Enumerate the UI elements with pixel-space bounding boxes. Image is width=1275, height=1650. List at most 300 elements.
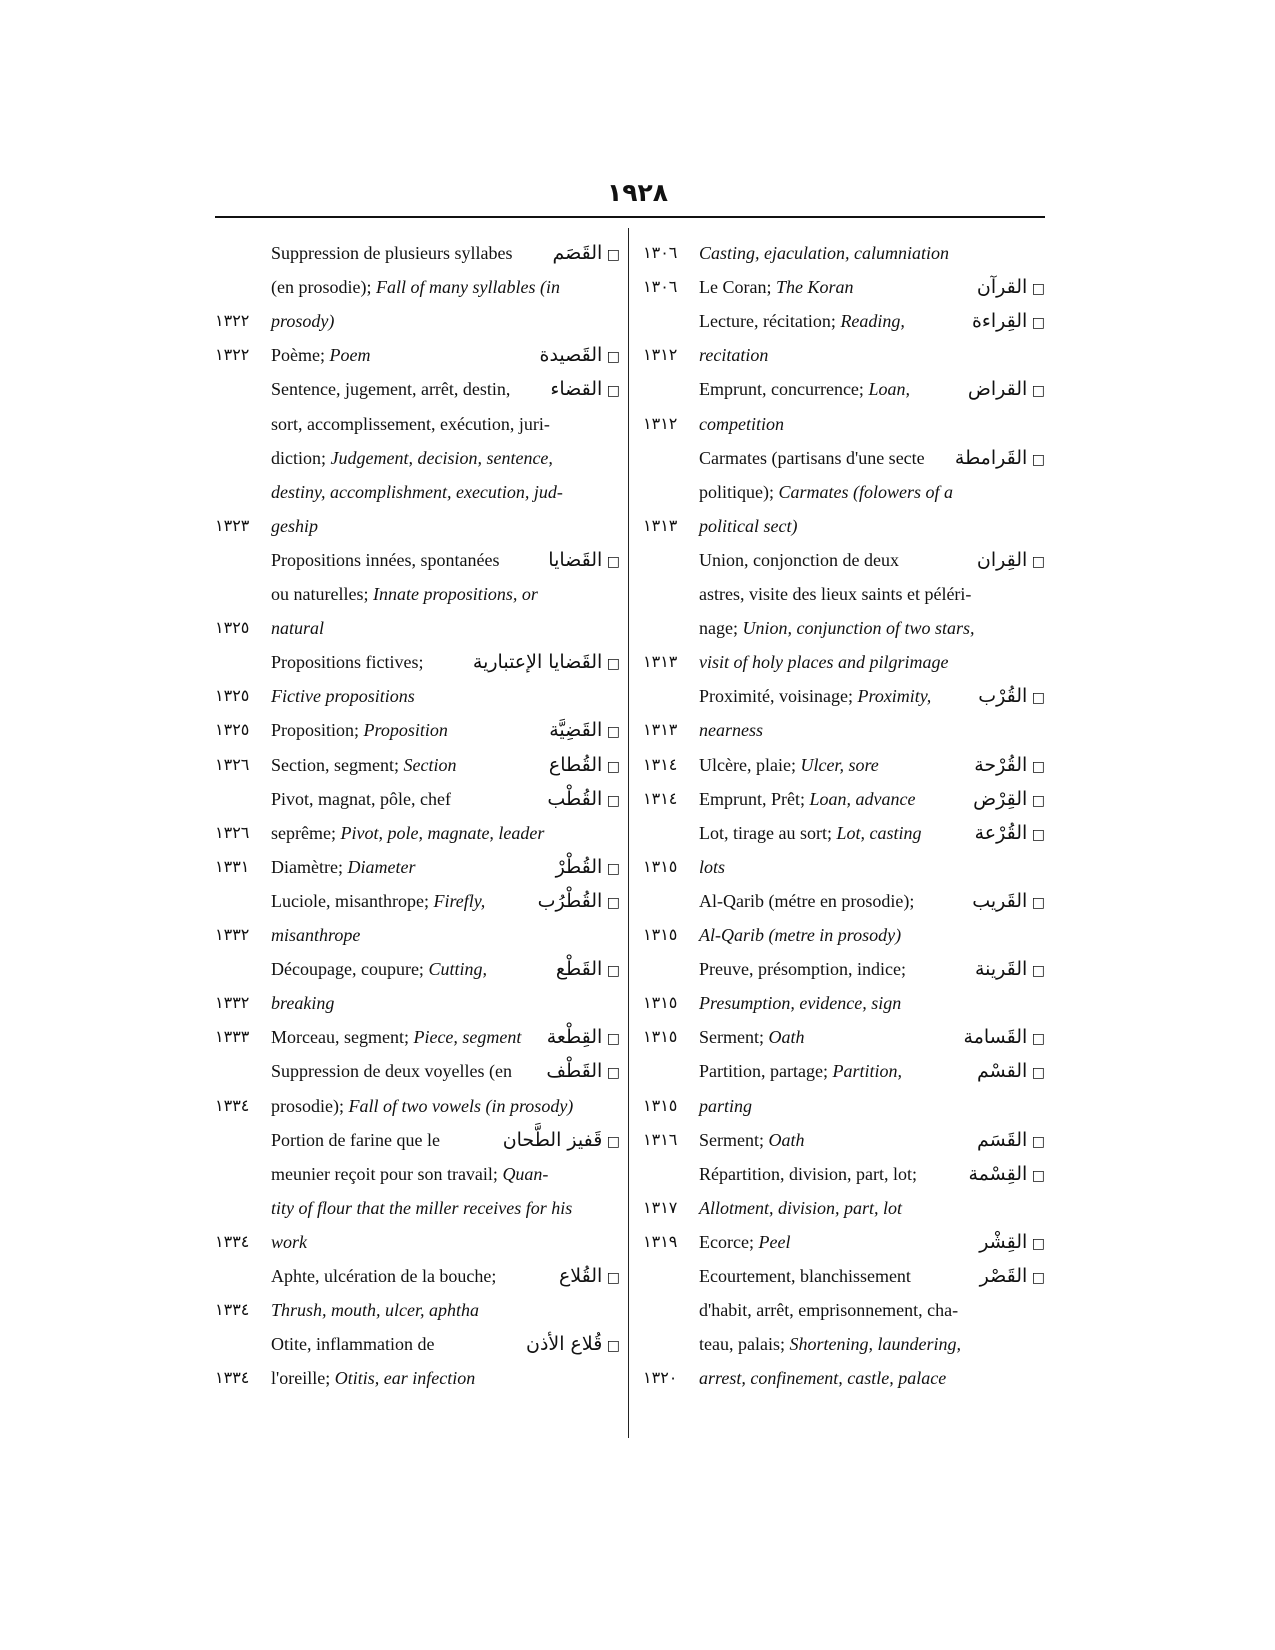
reference-number: ١٣١٥ bbox=[643, 856, 678, 876]
headword-text: القَسامة bbox=[963, 1026, 1028, 1049]
definition-text bbox=[699, 508, 797, 544]
french-definition: Suppression de deux voyelles (en bbox=[271, 1061, 512, 1082]
headword-text: القِراءة bbox=[971, 310, 1028, 333]
english-definition: arrest, confinement, castle, palace bbox=[699, 1368, 947, 1389]
french-definition: Luciole, misanthrope; bbox=[271, 890, 434, 911]
english-definition: recitation bbox=[699, 345, 769, 366]
entry-line bbox=[643, 508, 1045, 544]
arabic-headword bbox=[977, 1122, 1045, 1160]
arabic-headword bbox=[549, 712, 620, 750]
definition-text bbox=[271, 474, 563, 510]
arabic-headword bbox=[546, 1053, 620, 1091]
arabic-headword bbox=[526, 1326, 620, 1364]
french-definition: politique); bbox=[699, 481, 779, 502]
top-rule bbox=[215, 216, 1045, 218]
reference-number: ١٣٢٠ bbox=[643, 1368, 678, 1388]
english-definition: Allotment, division, part, lot bbox=[699, 1197, 902, 1218]
english-definition: Partition, bbox=[832, 1061, 902, 1082]
arabic-headword bbox=[978, 678, 1045, 716]
entry-line bbox=[643, 1326, 1045, 1362]
definition-text bbox=[271, 1053, 512, 1089]
square-bullet-icon: □ bbox=[602, 1270, 620, 1286]
english-definition: Loan, bbox=[868, 379, 910, 400]
definition-text bbox=[271, 883, 485, 919]
reference-number: ١٣١٥ bbox=[643, 925, 678, 944]
reference-number: ١٣٢٢ bbox=[215, 311, 250, 331]
english-definition: Innate propositions, or bbox=[372, 584, 538, 604]
arabic-headword bbox=[955, 440, 1045, 478]
arabic-headword bbox=[977, 542, 1045, 580]
definition-text bbox=[699, 337, 768, 373]
square-bullet-icon: □ bbox=[602, 963, 620, 980]
english-definition: Piece, segment bbox=[413, 1027, 522, 1048]
arabic-headword bbox=[969, 1156, 1046, 1194]
entry-line bbox=[215, 678, 620, 714]
reference-number: ١٣١٣ bbox=[643, 720, 678, 740]
french-definition: d'habit, arrêt, emprisonnement, cha- bbox=[699, 1300, 959, 1321]
entry-line bbox=[643, 610, 1045, 646]
definition-text bbox=[271, 1088, 573, 1124]
entry-line bbox=[643, 1360, 1045, 1396]
headword-text: القُطْب bbox=[547, 787, 603, 810]
square-bullet-icon: □ bbox=[1027, 315, 1045, 332]
square-bullet-icon: □ bbox=[1027, 553, 1045, 570]
definition-text bbox=[271, 917, 360, 953]
entry-line bbox=[215, 1088, 620, 1124]
square-bullet-icon: □ bbox=[602, 656, 620, 673]
french-definition: diction; bbox=[271, 447, 331, 468]
english-definition: Shortening, laundering, bbox=[789, 1334, 961, 1355]
reference-number: ١٣٠٦ bbox=[643, 243, 678, 262]
entry-line bbox=[215, 985, 620, 1021]
definition-text bbox=[271, 576, 538, 612]
headword-text: القَصْر bbox=[979, 1265, 1028, 1287]
arabic-headword bbox=[556, 951, 620, 989]
definition-text bbox=[699, 1224, 790, 1260]
definition-text bbox=[271, 781, 451, 817]
entry-line bbox=[643, 576, 1045, 612]
headword-text: القَريب bbox=[972, 889, 1028, 912]
reference-number: ١٣١٧ bbox=[643, 1197, 678, 1217]
arabic-headword bbox=[977, 1053, 1045, 1091]
entry-line bbox=[215, 1258, 620, 1294]
definition-text bbox=[271, 406, 550, 442]
square-bullet-icon: □ bbox=[602, 894, 620, 911]
entry-line bbox=[215, 1156, 620, 1192]
square-bullet-icon: □ bbox=[602, 758, 620, 775]
arabic-headword bbox=[980, 1258, 1045, 1296]
definition-text bbox=[271, 849, 415, 885]
square-bullet-icon: □ bbox=[1027, 1031, 1045, 1048]
arabic-headword bbox=[550, 371, 620, 409]
reference-number: ١٣٣٤ bbox=[215, 1095, 250, 1115]
entry-line bbox=[643, 542, 1045, 578]
reference-number: ١٣٣٢ bbox=[215, 925, 250, 944]
french-definition: Ecorce; bbox=[699, 1231, 759, 1252]
entry-line bbox=[643, 1224, 1045, 1260]
definition-text bbox=[271, 1258, 496, 1294]
english-definition: Diameter bbox=[347, 856, 416, 877]
english-definition: Casting, ejaculation, calumniation bbox=[699, 243, 949, 263]
arabic-headword bbox=[973, 781, 1045, 819]
arabic-headword bbox=[559, 1258, 620, 1296]
reference-number: ١٣٠٦ bbox=[643, 277, 678, 297]
arabic-headword bbox=[972, 303, 1045, 341]
english-definition: Fall of two vowels (in prosody) bbox=[348, 1095, 574, 1116]
entry-line bbox=[215, 235, 620, 271]
entry-line bbox=[215, 542, 620, 578]
reference-number: ١٣٣٤ bbox=[215, 1368, 250, 1388]
french-definition: Proximité, voisinage; bbox=[699, 686, 858, 707]
definition-text bbox=[271, 337, 370, 373]
square-bullet-icon: □ bbox=[602, 860, 620, 877]
english-definition: work bbox=[271, 1231, 307, 1252]
definition-text bbox=[271, 1292, 479, 1328]
entry-line bbox=[215, 371, 620, 407]
entry-line bbox=[643, 1156, 1045, 1192]
arabic-headword bbox=[503, 1122, 620, 1160]
headword-text: القَطْع bbox=[555, 958, 603, 981]
english-definition: Presumption, evidence, sign bbox=[699, 993, 902, 1014]
entry-line bbox=[215, 1360, 620, 1396]
entry-line bbox=[215, 849, 620, 885]
entry-line bbox=[215, 644, 620, 680]
headword-text: القُطاع bbox=[548, 753, 603, 776]
arabic-headword bbox=[549, 747, 620, 785]
definition-text bbox=[699, 678, 931, 714]
entry-line bbox=[643, 1122, 1045, 1158]
headword-text: القُرْعة bbox=[974, 821, 1028, 844]
square-bullet-icon: □ bbox=[1027, 1133, 1045, 1150]
french-definition: Preuve, présomption, indice; bbox=[699, 959, 906, 980]
headword-text: القَرينة bbox=[974, 958, 1028, 981]
entry-line bbox=[643, 985, 1045, 1021]
english-definition: Judgement, decision, sentence, bbox=[330, 447, 553, 468]
french-definition: Morceau, segment; bbox=[271, 1027, 414, 1048]
definition-text bbox=[699, 576, 971, 612]
reference-number: ١٣٣٤ bbox=[215, 1231, 250, 1251]
reference-number: ١٣٢٦ bbox=[215, 754, 250, 774]
reference-number: ١٣٢٥ bbox=[215, 618, 250, 638]
english-definition: Thrush, mouth, ulcer, aphtha bbox=[271, 1300, 480, 1321]
definition-text bbox=[699, 474, 953, 510]
headword-text: القُلاع bbox=[558, 1265, 603, 1287]
entry-line bbox=[215, 712, 620, 748]
english-definition: geship bbox=[271, 515, 318, 536]
entry-line bbox=[643, 747, 1045, 783]
definition-text bbox=[699, 1326, 961, 1362]
french-definition: Proposition; bbox=[271, 720, 364, 741]
english-definition: Al-Qarib (metre in prosody) bbox=[699, 925, 902, 945]
english-definition: Loan, advance bbox=[809, 788, 916, 809]
english-definition: Reading, bbox=[840, 311, 905, 332]
definition-text bbox=[271, 815, 544, 851]
french-definition: Emprunt, Prêt; bbox=[699, 788, 810, 809]
headword-text: القَضِيَّة bbox=[549, 719, 603, 742]
square-bullet-icon: □ bbox=[1027, 894, 1045, 911]
reference-number: ١٣٢٢ bbox=[215, 345, 250, 365]
entry-line bbox=[643, 440, 1045, 476]
definition-text bbox=[271, 303, 334, 339]
definition-text bbox=[271, 542, 499, 578]
headword-text: القُرْحة bbox=[974, 753, 1028, 776]
english-definition: Fictive propositions bbox=[271, 686, 415, 707]
headword-text: القُطْرُب bbox=[537, 889, 603, 912]
reference-number: ١٣١٢ bbox=[643, 413, 678, 433]
definition-text bbox=[699, 917, 901, 953]
square-bullet-icon: □ bbox=[602, 349, 620, 366]
reference-number: ١٣٣١ bbox=[215, 856, 250, 876]
entry-line bbox=[215, 406, 620, 442]
headword-text: القَضايا bbox=[548, 548, 603, 571]
definition-text bbox=[699, 235, 949, 271]
entry-line bbox=[215, 1019, 620, 1055]
square-bullet-icon: □ bbox=[602, 724, 620, 741]
entry-line bbox=[643, 1053, 1045, 1089]
english-definition: Lot, casting bbox=[836, 822, 922, 843]
definition-text bbox=[699, 883, 914, 919]
definition-text bbox=[699, 1088, 752, 1124]
entry-line bbox=[643, 951, 1045, 987]
english-definition: nearness bbox=[699, 720, 763, 741]
headword-text: القَسَم bbox=[977, 1128, 1028, 1151]
entry-line bbox=[215, 1053, 620, 1089]
square-bullet-icon: □ bbox=[1027, 1167, 1045, 1184]
french-definition: Ecourtement, blanchissement bbox=[699, 1266, 911, 1286]
french-definition: Suppression de plusieurs syllabes bbox=[271, 243, 513, 263]
french-definition: Sentence, jugement, arrêt, destin, bbox=[271, 379, 511, 400]
english-definition: Poem bbox=[329, 345, 371, 366]
square-bullet-icon: □ bbox=[602, 553, 620, 570]
french-definition: Propositions fictives; bbox=[271, 652, 424, 673]
french-definition: Aphte, ulcération de la bouche; bbox=[271, 1266, 497, 1286]
french-definition: Serment; bbox=[699, 1129, 769, 1150]
entry-line bbox=[215, 337, 620, 373]
french-definition: prosodie); bbox=[271, 1095, 349, 1116]
english-definition: misanthrope bbox=[271, 925, 361, 945]
left-column bbox=[215, 235, 620, 1445]
english-definition: natural bbox=[271, 618, 325, 639]
arabic-headword bbox=[975, 951, 1045, 989]
headword-text: القِسْمة bbox=[968, 1162, 1028, 1185]
definition-text bbox=[271, 1326, 434, 1362]
french-definition: sort, accomplissement, exécution, juri- bbox=[271, 413, 550, 434]
entry-line bbox=[215, 781, 620, 817]
headword-text: القرآن bbox=[976, 276, 1028, 299]
definition-text bbox=[699, 1292, 958, 1328]
french-definition: meunier reçoit pour son travail; bbox=[271, 1163, 503, 1184]
french-definition: astres, visite des lieux saints et péléri- bbox=[699, 584, 972, 604]
square-bullet-icon: □ bbox=[602, 792, 620, 809]
arabic-headword bbox=[547, 781, 620, 819]
entry-line bbox=[643, 849, 1045, 885]
arabic-headword bbox=[974, 747, 1045, 785]
french-definition: nage; bbox=[699, 618, 743, 639]
definition-text bbox=[271, 1122, 440, 1158]
square-bullet-icon: □ bbox=[1027, 1270, 1045, 1286]
entry-line bbox=[215, 917, 620, 953]
reference-number: ١٣١٦ bbox=[643, 1129, 678, 1149]
square-bullet-icon: □ bbox=[1027, 451, 1045, 468]
arabic-headword bbox=[977, 269, 1045, 307]
reference-number: ١٣١٩ bbox=[643, 1231, 678, 1251]
definition-text bbox=[699, 1156, 917, 1192]
entry-line bbox=[643, 644, 1045, 680]
headword-text: القَرامطة bbox=[954, 446, 1028, 469]
definition-text bbox=[271, 644, 424, 680]
french-definition: Lecture, récitation; bbox=[699, 311, 841, 332]
reference-number: ١٣١٢ bbox=[643, 345, 678, 365]
definition-text bbox=[271, 712, 448, 748]
english-definition: Proposition bbox=[363, 720, 448, 741]
square-bullet-icon: □ bbox=[602, 1031, 620, 1048]
square-bullet-icon: □ bbox=[602, 1133, 620, 1150]
definition-text bbox=[699, 542, 899, 578]
definition-text bbox=[699, 303, 905, 339]
definition-text bbox=[699, 1258, 911, 1294]
right-column bbox=[643, 235, 1045, 1445]
entry-line bbox=[215, 883, 620, 919]
entry-line bbox=[643, 1088, 1045, 1124]
english-definition: prosody) bbox=[271, 311, 335, 332]
french-definition: Otite, inflammation de bbox=[271, 1334, 435, 1355]
headword-text: قَفيز الطَّحان bbox=[502, 1128, 603, 1151]
square-bullet-icon: □ bbox=[1027, 1065, 1045, 1082]
english-definition: parting bbox=[699, 1095, 753, 1116]
english-definition: The Koran bbox=[775, 277, 854, 298]
definition-text bbox=[271, 440, 553, 476]
entry-line bbox=[643, 1019, 1045, 1055]
headword-text: القِرْض bbox=[973, 787, 1028, 810]
reference-number: ١٣١٤ bbox=[643, 788, 678, 808]
arabic-headword bbox=[553, 235, 621, 273]
french-definition: Répartition, division, part, lot; bbox=[699, 1163, 917, 1184]
definition-text bbox=[699, 747, 879, 783]
arabic-headword bbox=[975, 815, 1045, 853]
reference-number: ١٣٢٥ bbox=[215, 686, 250, 706]
definition-text bbox=[271, 1156, 548, 1192]
french-definition: (en prosodie); bbox=[271, 277, 376, 298]
english-definition: Otitis, ear infection bbox=[334, 1368, 476, 1389]
headword-text: القَطْف bbox=[546, 1060, 603, 1083]
english-definition: destiny, accomplishment, execution, jud- bbox=[271, 481, 563, 502]
english-definition: Union, conjunction of two stars, bbox=[742, 618, 975, 639]
definition-text bbox=[271, 235, 512, 271]
english-definition: Cutting, bbox=[428, 959, 487, 980]
french-definition: Partition, partage; bbox=[699, 1061, 833, 1082]
headword-text: القِشْر bbox=[979, 1230, 1028, 1253]
entry-line bbox=[215, 747, 620, 783]
french-definition: Serment; bbox=[699, 1027, 769, 1048]
headword-text: القَضايا الإعتبارية bbox=[472, 651, 603, 674]
definition-text bbox=[271, 1190, 572, 1226]
english-definition: Proximity, bbox=[857, 686, 932, 707]
reference-number: ١٣١٣ bbox=[643, 652, 678, 672]
reference-number: ١٣١٣ bbox=[643, 515, 678, 535]
entry-line bbox=[215, 576, 620, 612]
entry-line bbox=[215, 1224, 620, 1260]
definition-text bbox=[699, 610, 975, 646]
headword-text: القراض bbox=[967, 378, 1028, 401]
entry-line bbox=[643, 1258, 1045, 1294]
french-definition: seprême; bbox=[271, 822, 341, 843]
french-definition: Emprunt, concurrence; bbox=[699, 379, 869, 400]
entry-line bbox=[215, 815, 620, 851]
definition-text bbox=[271, 985, 334, 1021]
square-bullet-icon: □ bbox=[1027, 690, 1045, 707]
square-bullet-icon: □ bbox=[1027, 1235, 1045, 1252]
headword-text: قُلاع الأذن bbox=[525, 1333, 603, 1356]
reference-number: ١٣٢٦ bbox=[215, 822, 250, 842]
entry-line bbox=[215, 269, 620, 305]
arabic-headword bbox=[538, 883, 620, 921]
french-definition: Union, conjonction de deux bbox=[699, 549, 899, 570]
english-definition: competition bbox=[699, 413, 784, 434]
arabic-headword bbox=[473, 644, 620, 682]
definition-text bbox=[699, 1360, 946, 1396]
english-definition: Peel bbox=[758, 1231, 791, 1252]
arabic-headword bbox=[964, 1019, 1045, 1057]
square-bullet-icon: □ bbox=[1027, 383, 1045, 400]
definition-text bbox=[699, 985, 901, 1021]
french-definition: Le Coran; bbox=[699, 277, 776, 298]
entry-line bbox=[643, 303, 1045, 339]
reference-number: ١٣٣٤ bbox=[215, 1300, 250, 1320]
english-definition: Fall of many syllables (in bbox=[375, 277, 560, 298]
headword-text: القِران bbox=[976, 548, 1028, 571]
french-definition: teau, palais; bbox=[699, 1334, 790, 1355]
definition-text bbox=[271, 1224, 307, 1260]
english-definition: Carmates (folowers of a bbox=[778, 481, 954, 502]
square-bullet-icon: □ bbox=[602, 1065, 620, 1082]
entry-line bbox=[643, 406, 1045, 442]
square-bullet-icon: □ bbox=[1027, 758, 1045, 775]
headword-text: القَصَم bbox=[552, 242, 603, 264]
definition-text bbox=[271, 747, 456, 783]
definition-text bbox=[699, 712, 763, 748]
square-bullet-icon: □ bbox=[1027, 281, 1045, 298]
reference-number: ١٣١٤ bbox=[643, 754, 678, 774]
entry-line bbox=[643, 474, 1045, 510]
square-bullet-icon: □ bbox=[1027, 963, 1045, 980]
entry-line bbox=[643, 678, 1045, 714]
definition-text bbox=[271, 1019, 521, 1055]
square-bullet-icon: □ bbox=[1027, 792, 1045, 809]
entry-line bbox=[643, 712, 1045, 748]
french-definition: Lot, tirage au sort; bbox=[699, 822, 837, 843]
reference-number: ١٣٢٣ bbox=[215, 515, 250, 535]
french-definition: Carmates (partisans d'une secte bbox=[699, 447, 925, 468]
definition-text bbox=[271, 269, 560, 305]
definition-text bbox=[699, 815, 921, 851]
page-number: ١٩٢٨ bbox=[606, 178, 669, 207]
entry-line bbox=[643, 883, 1045, 919]
english-definition: political sect) bbox=[699, 515, 798, 536]
entry-line bbox=[643, 269, 1045, 305]
reference-number: ١٣١٥ bbox=[643, 1095, 678, 1115]
definition-text bbox=[699, 1053, 902, 1089]
english-definition: Firefly, bbox=[433, 890, 486, 911]
definition-text bbox=[271, 1360, 475, 1396]
definition-text bbox=[271, 371, 510, 407]
headword-text: القضاء bbox=[550, 378, 603, 401]
french-definition: Propositions innées, spontanées bbox=[271, 549, 500, 570]
definition-text bbox=[699, 644, 948, 680]
definition-text bbox=[271, 951, 487, 987]
arabic-headword bbox=[972, 883, 1045, 921]
reference-number: ١٣٢٥ bbox=[215, 720, 250, 740]
definition-text bbox=[699, 1122, 805, 1158]
